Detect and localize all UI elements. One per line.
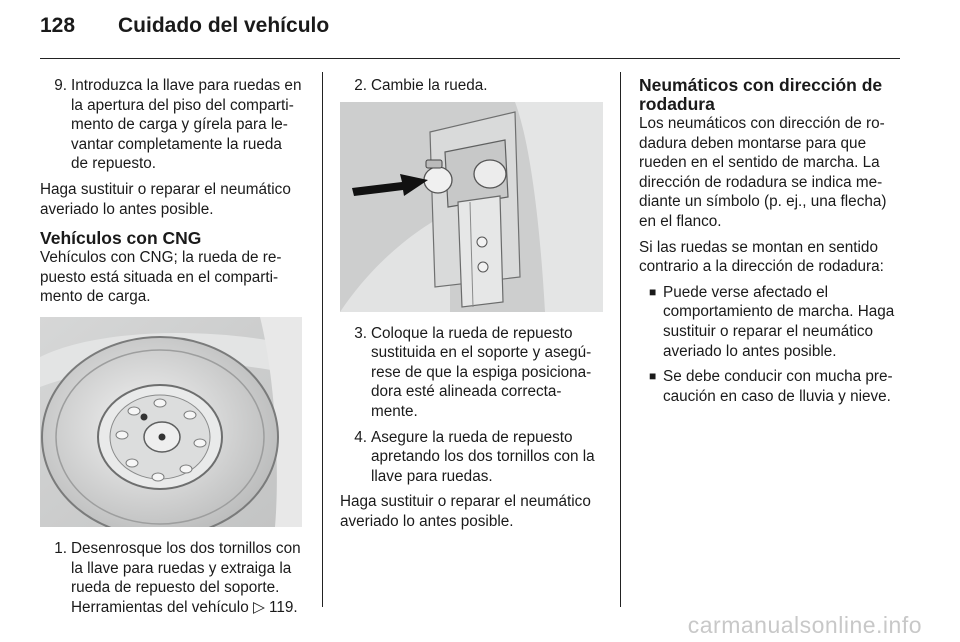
step-text	[71, 539, 302, 617]
list-item	[639, 283, 901, 361]
triangle-pointer-icon: ▷	[252, 598, 265, 616]
step-9	[40, 76, 302, 174]
paragraph-1: Los neumáticos con dirección de rodadura deben montarse para que rueden en el sentido de marcha. La dirección de rodadura se indica mediante un símbolo (p. ej., una flecha) en el flanco.	[639, 115, 887, 230]
cng-text: Vehículos con CNG; la rueda de repuesto está situada en el compartimento de carga.	[40, 249, 282, 306]
page-title: Cuidado del vehículo	[118, 14, 330, 37]
step-number: 1.	[54, 539, 67, 557]
watermark: carmanualsonline.info	[687, 612, 922, 638]
page-header	[40, 14, 329, 38]
square-bullet-icon: ■	[649, 284, 657, 299]
repair-note: Haga sustituir o reparar el neumático averiado lo antes posible.	[340, 493, 591, 530]
step-text: Introduzca la llave para ruedas en la apertura del piso del compartimento de carga y gírela para levantar completamente la rueda de repuesto.	[71, 77, 302, 173]
step-3	[340, 324, 603, 422]
step-number: 4.	[354, 428, 367, 446]
paragraph-2: Si las ruedas se montan en sentido contrario a la dirección de rodadura:	[639, 238, 884, 276]
step-number: 3.	[354, 324, 367, 342]
step-text: Cambie la rueda.	[371, 77, 488, 94]
page-number: 128	[40, 14, 76, 37]
step-1	[40, 539, 302, 617]
repair-note: Haga sustituir o reparar el neumático averiado lo antes posible.	[40, 180, 291, 218]
list-item-text: Se debe conducir con mucha precaución en caso de lluvia y nieve.	[663, 368, 893, 405]
step-4	[340, 428, 603, 487]
spare-wheel-illustration	[40, 317, 302, 527]
step-text: Coloque la rueda de repuesto sustituida en el soporte y asegúrese de que la espiga posicionadora esté alineada correctamente.	[371, 324, 592, 420]
step-number: 2.	[354, 77, 367, 94]
step-text: Asegure la rueda de repuesto apretando los dos tornillos con la llave para ruedas.	[371, 428, 595, 485]
column-3	[639, 76, 901, 412]
directional-tyres-heading: Neumáticos con dirección de rodadura	[639, 75, 883, 114]
square-bullet-icon: ■	[649, 369, 657, 384]
step-number: 9.	[54, 77, 67, 94]
wheel-carrier-illustration	[340, 102, 603, 312]
list-item	[639, 367, 901, 406]
step-2	[340, 76, 603, 96]
column-2	[340, 76, 603, 538]
column-divider-2	[620, 72, 621, 607]
column-1	[40, 76, 302, 623]
column-divider-1	[322, 72, 323, 607]
list-item-text: Puede verse afectado el comportamiento de marcha. Haga sustituir o reparar el neumático averiado lo antes posible.	[663, 283, 895, 360]
header-rule	[40, 58, 900, 59]
step-1-body: Desenrosque los dos tornillos con la llave para ruedas y extraiga la rueda de repuesto del soporte. Herramientas del vehículo	[71, 539, 301, 616]
cng-heading: Vehículos con CNG	[40, 228, 202, 249]
page-reference[interactable]: 119.	[268, 598, 298, 616]
